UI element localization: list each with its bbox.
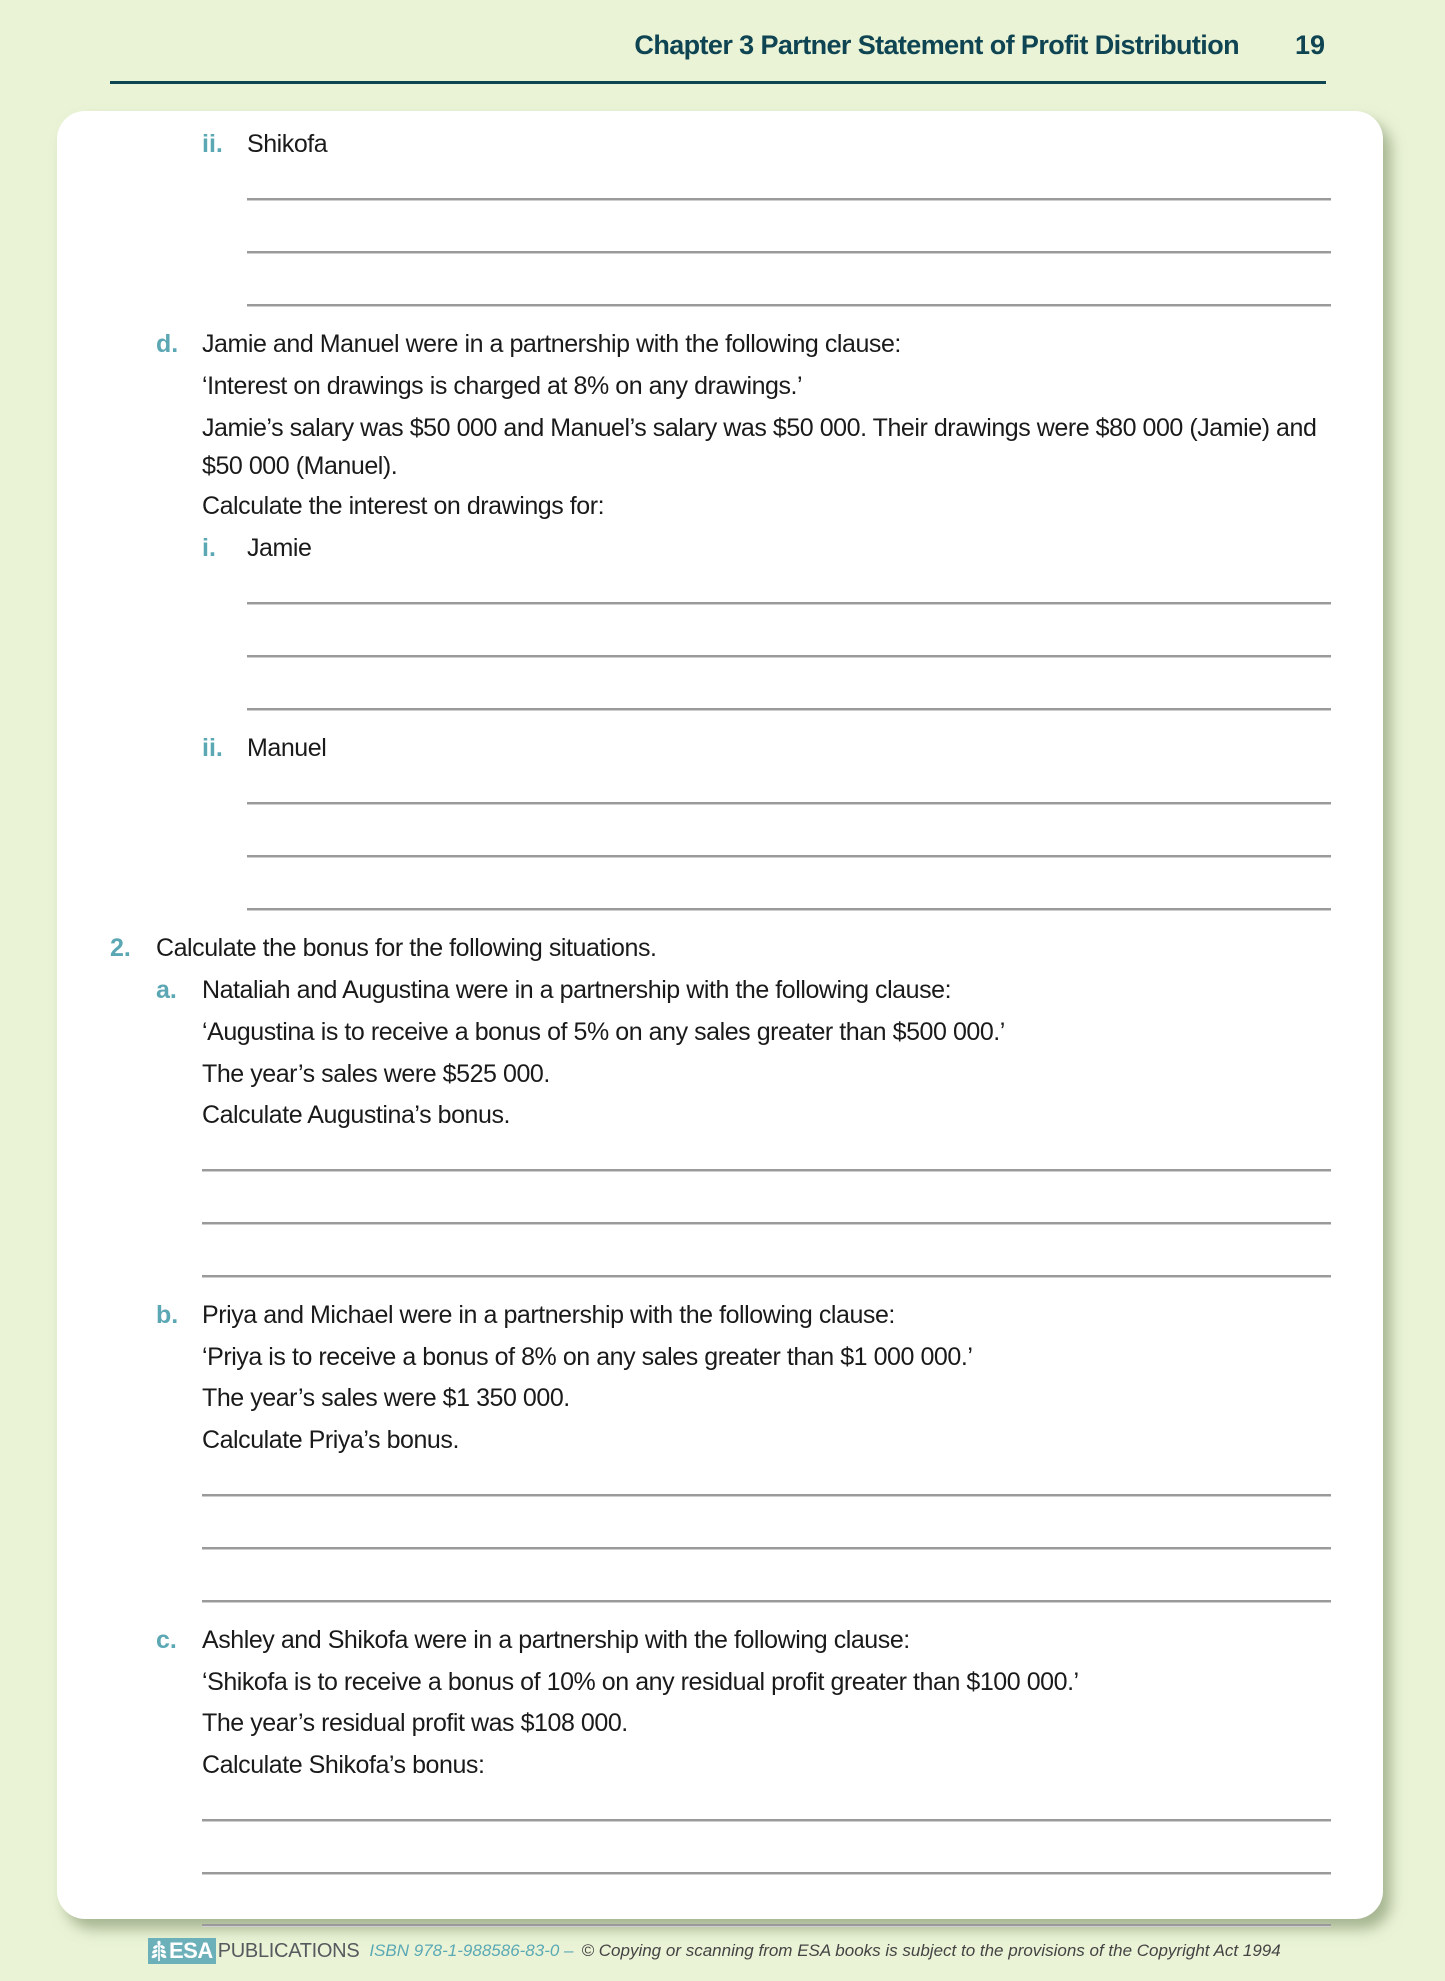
answer-line[interactable] — [247, 855, 1331, 857]
chapter-title: Chapter 3 Partner Statement of Profit Distribution — [634, 30, 1239, 60]
question-text: The year’s residual profit was $108 000. — [202, 1709, 628, 1737]
answer-line[interactable] — [202, 1600, 1331, 1602]
answer-line[interactable] — [247, 908, 1331, 910]
question-text: Jamie and Manuel were in a partnership with the following clause: — [202, 330, 901, 358]
publisher-name: PUBLICATIONS — [217, 1939, 360, 1962]
answer-line[interactable] — [247, 655, 1331, 657]
answer-line[interactable] — [202, 1494, 1331, 1496]
header-rule — [110, 81, 1326, 84]
logo-text: ESA — [169, 1938, 213, 1963]
answer-line[interactable] — [202, 1924, 1331, 1926]
item-text: Jamie — [247, 534, 312, 562]
question-number: 2. — [110, 934, 131, 962]
item-label: c. — [156, 1626, 177, 1654]
question-text: Nataliah and Augustina were in a partnership with the following clause: — [202, 976, 952, 1004]
item-label: ii. — [202, 130, 223, 158]
clause-text: ‘Priya is to receive a bonus of 8% on any sales greater than $1 000 000.’ — [202, 1343, 973, 1371]
clause-text: ‘Interest on drawings is charged at 8% on any drawings.’ — [202, 372, 803, 400]
answer-line[interactable] — [202, 1275, 1331, 1277]
question-text: Ashley and Shikofa were in a partnership with the following clause: — [202, 1626, 910, 1654]
answer-line[interactable] — [202, 1547, 1331, 1549]
instruction-text: Calculate Augustina’s bonus. — [202, 1101, 510, 1129]
answer-line[interactable] — [202, 1222, 1331, 1224]
question-text: Jamie’s salary was $50 000 and Manuel’s salary was $50 000. Their drawings were $80 000 (Jamie) and — [202, 414, 1317, 442]
question-text: The year’s sales were $1 350 000. — [202, 1384, 570, 1412]
tree-icon — [151, 1940, 167, 1962]
question-text: Calculate the bonus for the following situations. — [156, 934, 657, 962]
page-number: 19 — [1295, 30, 1326, 60]
answer-line[interactable] — [247, 251, 1331, 253]
item-text: Manuel — [247, 734, 327, 762]
answer-line[interactable] — [247, 198, 1331, 200]
answer-line[interactable] — [202, 1169, 1331, 1171]
answer-line[interactable] — [202, 1819, 1331, 1821]
item-label: i. — [202, 534, 216, 562]
clause-text: ‘Shikofa is to receive a bonus of 10% on any residual profit greater than $100 000.’ — [202, 1668, 1079, 1696]
copyright-notice: © Copying or scanning from ESA books is subject to the provisions of the Copyright Act 1994 — [581, 1941, 1281, 1960]
item-label: a. — [156, 976, 177, 1004]
question-text: Priya and Michael were in a partnership with the following clause: — [202, 1301, 895, 1329]
answer-line[interactable] — [247, 708, 1331, 710]
answer-line[interactable] — [247, 602, 1331, 604]
question-text: $50 000 (Manuel). — [202, 452, 398, 480]
item-label: ii. — [202, 734, 223, 762]
answer-line[interactable] — [202, 1872, 1331, 1874]
instruction-text: Calculate the interest on drawings for: — [202, 492, 605, 520]
item-text: Shikofa — [247, 130, 328, 158]
item-label: b. — [156, 1301, 179, 1329]
instruction-text: Calculate Shikofa’s bonus: — [202, 1751, 485, 1779]
item-label: d. — [156, 330, 179, 358]
isbn: ISBN 978-1-988586-83-0 – — [369, 1941, 574, 1960]
answer-line[interactable] — [247, 304, 1331, 306]
question-text: The year’s sales were $525 000. — [202, 1060, 550, 1088]
esa-logo — [148, 1938, 216, 1964]
instruction-text: Calculate Priya’s bonus. — [202, 1426, 459, 1454]
clause-text: ‘Augustina is to receive a bonus of 5% on any sales greater than $500 000.’ — [202, 1018, 1005, 1046]
answer-line[interactable] — [247, 802, 1331, 804]
page-footer — [148, 1938, 1281, 1964]
